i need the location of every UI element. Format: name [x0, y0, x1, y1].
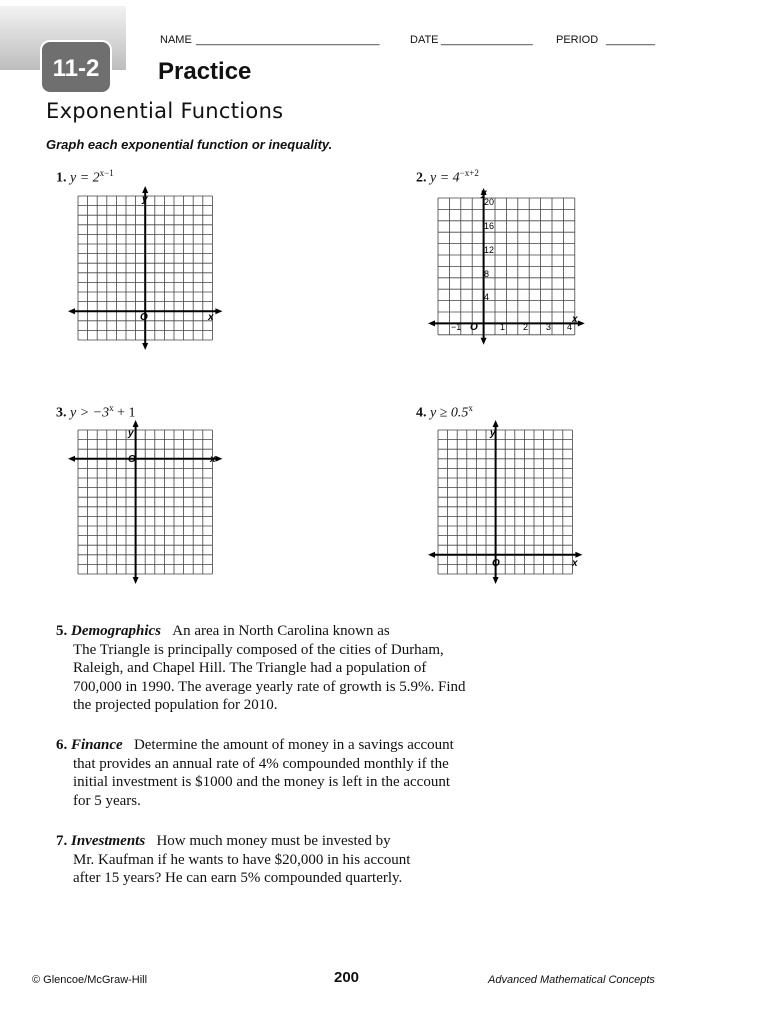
equation-exponent: −x+2: [459, 168, 479, 178]
arrow-right-icon: [215, 308, 222, 314]
origin-label: O: [128, 454, 136, 465]
problem-topic: Investments: [71, 833, 146, 849]
problem-2-label: [416, 168, 479, 187]
equation-base: y > −3: [70, 405, 110, 421]
period-label: PERIOD: [556, 34, 599, 46]
instructions: Graph each exponential function or inequality.: [46, 137, 333, 152]
problem-3-label: [56, 403, 136, 422]
equation-exponent: x: [468, 403, 473, 413]
word-problem-5: [56, 622, 536, 715]
problem-text-line: An area in North Carolina known as: [172, 623, 390, 639]
equation-exponent: x: [109, 403, 114, 413]
problem-number: 4.: [416, 405, 427, 421]
tick-label-y: 4: [484, 292, 490, 302]
equation-suffix: + 1: [113, 405, 136, 421]
problem-2-graph[interactable]: [430, 188, 582, 354]
footer-book-title: Advanced Mathematical Concepts: [488, 974, 655, 986]
arrow-down-icon: [493, 577, 499, 584]
equation-base: y = 4: [430, 170, 460, 186]
tick-label-y: 8: [484, 269, 490, 279]
problem-text-line: that provides an annual rate of 4% compounded monthly if the: [73, 755, 449, 772]
date-blank: _______________: [441, 34, 533, 46]
arrow-up-icon: [142, 186, 148, 193]
arrow-down-icon: [133, 577, 139, 584]
x-axis-label: x: [572, 558, 578, 569]
problem-topic: Finance: [71, 737, 123, 753]
problem-topic: Demographics: [71, 623, 161, 639]
tick-label-y: 20: [484, 197, 495, 207]
problem-number: 2.: [416, 170, 427, 186]
arrow-down-icon: [142, 343, 148, 350]
x-axis-label: x: [210, 454, 216, 465]
problem-text-line: Raleigh, and Chapel Hill. The Triangle had a population of: [73, 660, 427, 676]
equation-base: y ≥ 0.5: [430, 405, 469, 421]
word-problem-6: [56, 736, 536, 810]
name-blank: ______________________________: [196, 34, 380, 46]
problem-3-graph[interactable]: [70, 424, 222, 580]
problem-text-line: Mr. Kaufman if he wants to have $20,000 in his account: [73, 851, 411, 868]
problem-1-graph[interactable]: [70, 190, 222, 352]
problem-text-line: Determine the amount of money in a savings account: [133, 737, 454, 753]
problem-number: 7.: [56, 833, 68, 849]
x-axis-label: x: [572, 314, 578, 325]
problem-text-line: How much money must be invested by: [156, 833, 391, 849]
arrow-right-icon: [215, 456, 222, 462]
origin-label: O: [140, 312, 148, 323]
x-axis-label: x: [208, 312, 214, 323]
arrow-down-icon: [481, 338, 487, 345]
date-label: DATE: [410, 34, 439, 46]
y-axis-label: y: [142, 194, 148, 205]
tick-label-x: 4: [567, 322, 573, 332]
page-title: Practice: [158, 58, 252, 85]
y-axis-label: y: [128, 428, 134, 439]
problem-4-label: [416, 403, 473, 422]
arrow-right-icon: [578, 320, 585, 326]
problem-number: 3.: [56, 405, 67, 421]
problem-text-line: for 5 years.: [73, 792, 141, 809]
origin-label: O: [470, 322, 478, 333]
problem-text-line: initial investment is $1000 and the money is left in the account: [73, 774, 451, 790]
gridlines: [68, 420, 222, 584]
origin-label: O: [492, 558, 500, 569]
y-axis-label: y: [490, 428, 496, 439]
arrow-right-icon: [575, 552, 582, 558]
tick-label-x: 1: [500, 322, 506, 332]
problem-1-label: [56, 168, 114, 187]
equation-base: y = 2: [70, 170, 100, 186]
footer-page-number: 200: [334, 969, 360, 986]
page-subtitle: Exponential Functions: [46, 99, 284, 123]
problem-text-line: after 15 years? He can earn 5% compounded quarterly.: [73, 870, 403, 886]
arrow-left-icon: [428, 320, 435, 326]
equation-exponent: x−1: [99, 168, 114, 178]
arrow-left-icon: [428, 552, 435, 558]
tick-label-x: 2: [523, 322, 529, 332]
problem-number: 5.: [56, 623, 68, 639]
tick-label-y: 16: [484, 221, 495, 231]
footer: [0, 968, 770, 992]
word-problem-7: [56, 832, 536, 888]
problem-text-line: the projected population for 2010.: [73, 697, 278, 713]
arrow-up-icon: [493, 420, 499, 427]
problem-number: 1.: [56, 170, 67, 186]
arrow-left-icon: [68, 308, 75, 314]
arrow-left-icon: [68, 456, 75, 462]
gridlines: [68, 186, 222, 350]
problem-text-line: The Triangle is principally composed of the cities of Durham,: [73, 641, 444, 658]
problem-4-graph[interactable]: [430, 424, 582, 580]
footer-copyright: © Glencoe/McGraw-Hill: [32, 974, 148, 986]
gridlines: [428, 420, 582, 584]
period-blank: ________: [606, 34, 655, 46]
lesson-number-badge: 11-2: [40, 40, 112, 94]
name-label: NAME: [160, 34, 192, 46]
y-axis-label: y: [481, 188, 487, 199]
tick-label-y: 12: [484, 245, 495, 255]
tick-label-x: 3: [546, 322, 552, 332]
tick-label-x: −1: [451, 322, 462, 332]
problem-text-line: 700,000 in 1990. The average yearly rate of growth is 5.9%. Find: [73, 678, 466, 695]
problem-number: 6.: [56, 737, 68, 753]
